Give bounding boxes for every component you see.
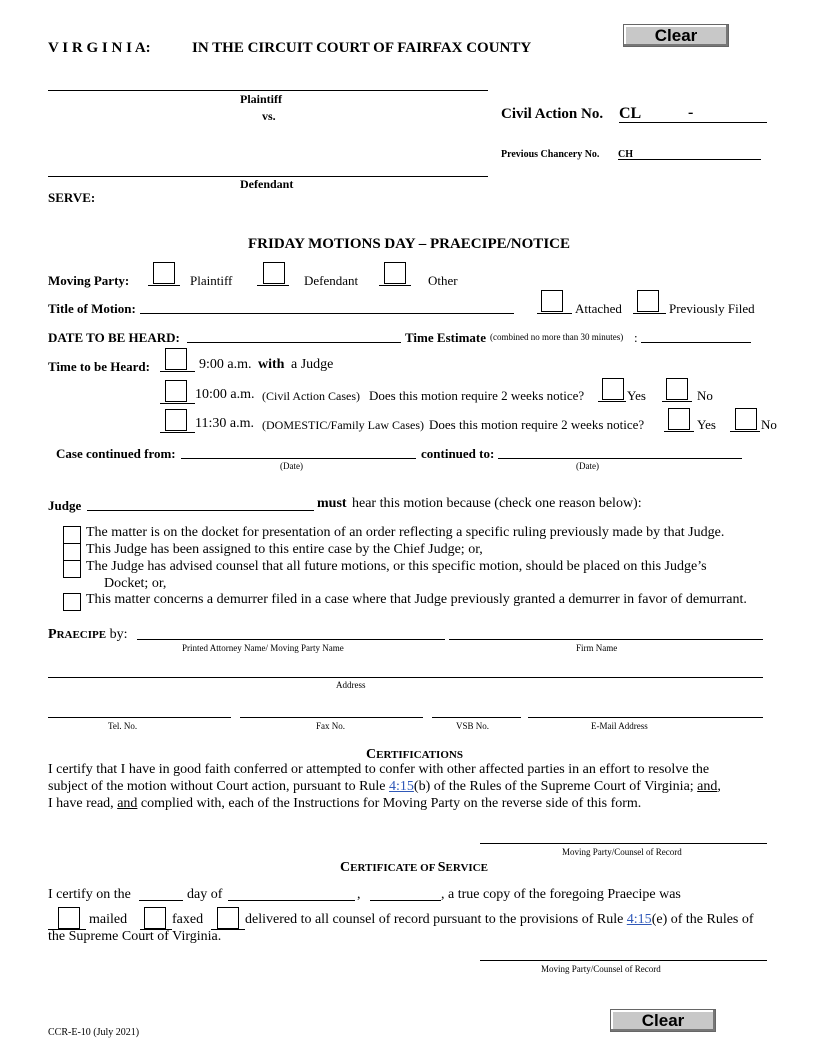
date-caption-from: (Date) — [280, 461, 303, 471]
judge-label: Judge — [48, 498, 82, 513]
t1-with: with — [258, 357, 285, 372]
underline — [633, 313, 666, 314]
underline — [379, 285, 411, 286]
delivered-checkbox[interactable] — [217, 907, 239, 929]
praecipe-label — [48, 625, 127, 643]
svc-rest-2: ERVICE — [445, 862, 488, 874]
nine-am-checkbox[interactable] — [165, 348, 187, 370]
cert-line-3a: I have read, — [48, 796, 114, 811]
continued-from-field[interactable] — [181, 458, 416, 459]
t2-no-label: No — [697, 388, 713, 403]
underline — [730, 431, 760, 432]
svc-cap-1: C — [340, 860, 351, 875]
service-year-field[interactable] — [370, 900, 441, 901]
printed-name-caption: Printed Attorney Name/ Moving Party Name — [182, 643, 344, 653]
vsb-field[interactable] — [432, 717, 521, 718]
date-caption-to: (Date) — [576, 461, 599, 471]
form-title: FRIDAY MOTIONS DAY – PRAECIPE/NOTICE — [248, 236, 570, 252]
t1-rest: a Judge — [291, 357, 334, 372]
t2-no-checkbox[interactable] — [666, 378, 688, 400]
t3-no-label: No — [761, 417, 777, 432]
t3-no-checkbox[interactable] — [735, 408, 757, 430]
cert-line-2b: (b) of the Rules of the Supreme Court of Virginia; — [413, 779, 694, 794]
t3-yes-checkbox[interactable] — [668, 408, 690, 430]
reason-1-checkbox[interactable] — [63, 526, 81, 544]
plaintiff-label: Plaintiff — [240, 92, 282, 106]
t3-time: 11:30 a.m. — [195, 416, 254, 431]
service-line-2: the Supreme Court of Virginia. — [48, 929, 222, 944]
cert-cap: C — [366, 747, 377, 762]
previously-filed-checkbox[interactable] — [637, 290, 659, 312]
judge-must: must — [317, 496, 347, 511]
plaintiff-checkbox[interactable] — [153, 262, 175, 284]
time-estimate-note: (combined no more than 30 minutes) — [490, 332, 624, 342]
certify-b: day of — [187, 887, 223, 902]
time-heard-label: Time to be Heard: — [48, 359, 150, 374]
mailed-checkbox[interactable] — [58, 907, 80, 929]
prev-chancery-field[interactable] — [618, 159, 761, 160]
other-checkbox[interactable] — [384, 262, 406, 284]
fax-field[interactable] — [240, 717, 423, 718]
t2-yes-label: Yes — [627, 388, 646, 403]
civil-action-dash: - — [688, 104, 694, 121]
cert-line-2 — [48, 779, 721, 795]
t2-yes-checkbox[interactable] — [602, 378, 624, 400]
t2-note: (Civil Action Cases) — [262, 389, 360, 403]
eleven-thirty-checkbox[interactable] — [165, 409, 187, 431]
reason-1: The matter is on the docket for presentation of an order reflecting a specific ruling previously made by that Judge. — [86, 525, 725, 540]
tel-caption: Tel. No. — [108, 721, 138, 731]
previously-filed-label: Previously Filed — [669, 301, 755, 316]
clear-button-top[interactable]: Clear — [623, 24, 729, 47]
clear-button-bottom[interactable]: Clear — [610, 1009, 716, 1032]
civil-action-label: Civil Action No. — [501, 106, 604, 122]
reason-2: This Judge has been assigned to this entire case by the Chief Judge; or, — [86, 542, 483, 557]
civil-action-field[interactable] — [619, 122, 767, 123]
form-id: CCR-E-10 (July 2021) — [48, 1027, 140, 1038]
defendant-label: Defendant — [240, 177, 294, 191]
address-field[interactable] — [48, 677, 763, 678]
cert-line-2a: subject of the motion without Court action, pursuant to Rule — [48, 779, 386, 794]
continued-to-label: continued to: — [421, 446, 495, 461]
reason-4: This matter concerns a demurrer filed in a case where that Judge previously granted a demurrer in favor of demurrant. — [86, 592, 747, 607]
mp-other-label: Other — [428, 273, 458, 288]
continued-from-label: Case continued from: — [56, 446, 176, 461]
title-of-motion-field[interactable] — [140, 313, 514, 314]
defendant-checkbox[interactable] — [263, 262, 285, 284]
address-caption: Address — [336, 680, 366, 690]
cert-rest: ERTIFICATIONS — [376, 749, 463, 761]
t3-note: (DOMESTIC/Family Law Cases) — [262, 418, 424, 432]
vsb-caption: VSB No. — [456, 721, 490, 731]
underline — [662, 401, 692, 402]
service-signature-field[interactable] — [480, 960, 767, 961]
email-caption: E-Mail Address — [591, 721, 648, 731]
rule-4-15-link-2[interactable]: 4:15 — [626, 912, 652, 927]
underline — [160, 403, 195, 404]
cert-comma: , — [717, 779, 721, 794]
cert-signature-caption: Moving Party/Counsel of Record — [562, 847, 682, 857]
underline — [598, 401, 626, 402]
mailed-label: mailed — [89, 912, 128, 927]
underline — [148, 285, 180, 286]
time-estimate-label: Time Estimate — [405, 330, 486, 345]
reason-3: The Judge has advised counsel that all future motions, or this specific motion, should be placed on this Judge’s — [86, 559, 707, 574]
attached-label: Attached — [575, 301, 622, 316]
svc-rest-1: ERTIFICATE OF — [350, 862, 435, 874]
reason-2-checkbox[interactable] — [63, 543, 81, 561]
reason-4-checkbox[interactable] — [63, 593, 81, 611]
faxed-label: faxed — [172, 912, 204, 927]
underline — [664, 431, 694, 432]
vs-label: vs. — [262, 109, 276, 123]
certify-a: I certify on the — [48, 887, 131, 902]
fax-caption: Fax No. — [316, 721, 345, 731]
state-label: V I R G I N I A: — [48, 40, 151, 56]
underline — [160, 371, 195, 372]
time-estimate-field[interactable] — [641, 342, 751, 343]
underline — [257, 285, 289, 286]
prev-chancery-prefix: CH — [618, 149, 633, 160]
continued-to-field[interactable] — [498, 458, 742, 459]
certify-c: , — [357, 887, 361, 902]
attached-checkbox[interactable] — [541, 290, 563, 312]
underline — [537, 313, 572, 314]
praecipe-rest: RAECIPE — [56, 629, 107, 641]
service-signature-caption: Moving Party/Counsel of Record — [541, 964, 661, 974]
printed-name-field[interactable] — [137, 639, 445, 640]
title-of-motion-label: Title of Motion: — [48, 301, 136, 316]
service-heading — [340, 858, 488, 876]
cert-and: and — [697, 779, 718, 794]
t1-time: 9:00 a.m. — [199, 357, 252, 372]
date-heard-label: DATE TO BE HEARD: — [48, 330, 180, 345]
civil-action-prefix: CL — [619, 105, 642, 122]
t3-yes-label: Yes — [697, 417, 716, 432]
cert-line-3b: complied with, each of the Instructions for Moving Party on the reverse side of this form. — [140, 796, 642, 811]
service-day-field[interactable] — [139, 900, 183, 901]
certifications-heading — [366, 745, 463, 763]
serve-label: SERVE: — [48, 190, 96, 205]
firm-name-caption: Firm Name — [576, 643, 618, 653]
email-field[interactable] — [528, 717, 763, 718]
svc-cap-2: S — [437, 860, 446, 875]
cert-signature-field[interactable] — [480, 843, 767, 844]
mp-plaintiff-label: Plaintiff — [190, 273, 233, 288]
court-title: IN THE CIRCUIT COURT OF FAIRFAX COUNTY — [192, 40, 532, 56]
date-heard-field[interactable] — [187, 342, 401, 343]
praecipe-by: by: — [109, 627, 128, 642]
rule-rest: (e) of the Rules of — [651, 912, 754, 927]
reason-3-checkbox[interactable] — [63, 560, 81, 578]
rule-4-15-link[interactable]: 4:15 — [389, 779, 414, 794]
t2-time: 10:00 a.m. — [195, 387, 255, 402]
cert-line-3 — [48, 796, 641, 812]
judge-name-field[interactable] — [87, 510, 314, 511]
cert-and-2: and — [117, 796, 138, 811]
judge-rest: hear this motion because (check one reason below): — [352, 496, 642, 511]
time-estimate-colon: : — [634, 330, 638, 345]
delivered-label: delivered to all counsel of record pursuant to the provisions of Rule — [245, 912, 624, 927]
ten-am-checkbox[interactable] — [165, 380, 187, 402]
service-month-field[interactable] — [228, 900, 355, 901]
t2-notice-question: Does this motion require 2 weeks notice? — [369, 388, 585, 403]
tel-field[interactable] — [48, 717, 231, 718]
moving-party-label: Moving Party: — [48, 273, 130, 288]
certify-d: , a true copy of the foregoing Praecipe was — [441, 887, 681, 902]
delivered-line — [245, 912, 754, 928]
reason-3-cont: Docket; or, — [104, 576, 167, 591]
t3-notice-question: Does this motion require 2 weeks notice? — [429, 417, 645, 432]
prev-chancery-label: Previous Chancery No. — [501, 149, 600, 160]
faxed-checkbox[interactable] — [144, 907, 166, 929]
underline — [160, 432, 195, 433]
cert-line-1: I certify that I have in good faith conferred or attempted to confer with other affected parties in an effort to resolve the — [48, 762, 710, 777]
mp-defendant-label: Defendant — [304, 273, 359, 288]
praecipe-cap: P — [48, 627, 57, 642]
plaintiff-field[interactable] — [48, 90, 488, 91]
firm-name-field[interactable] — [449, 639, 763, 640]
